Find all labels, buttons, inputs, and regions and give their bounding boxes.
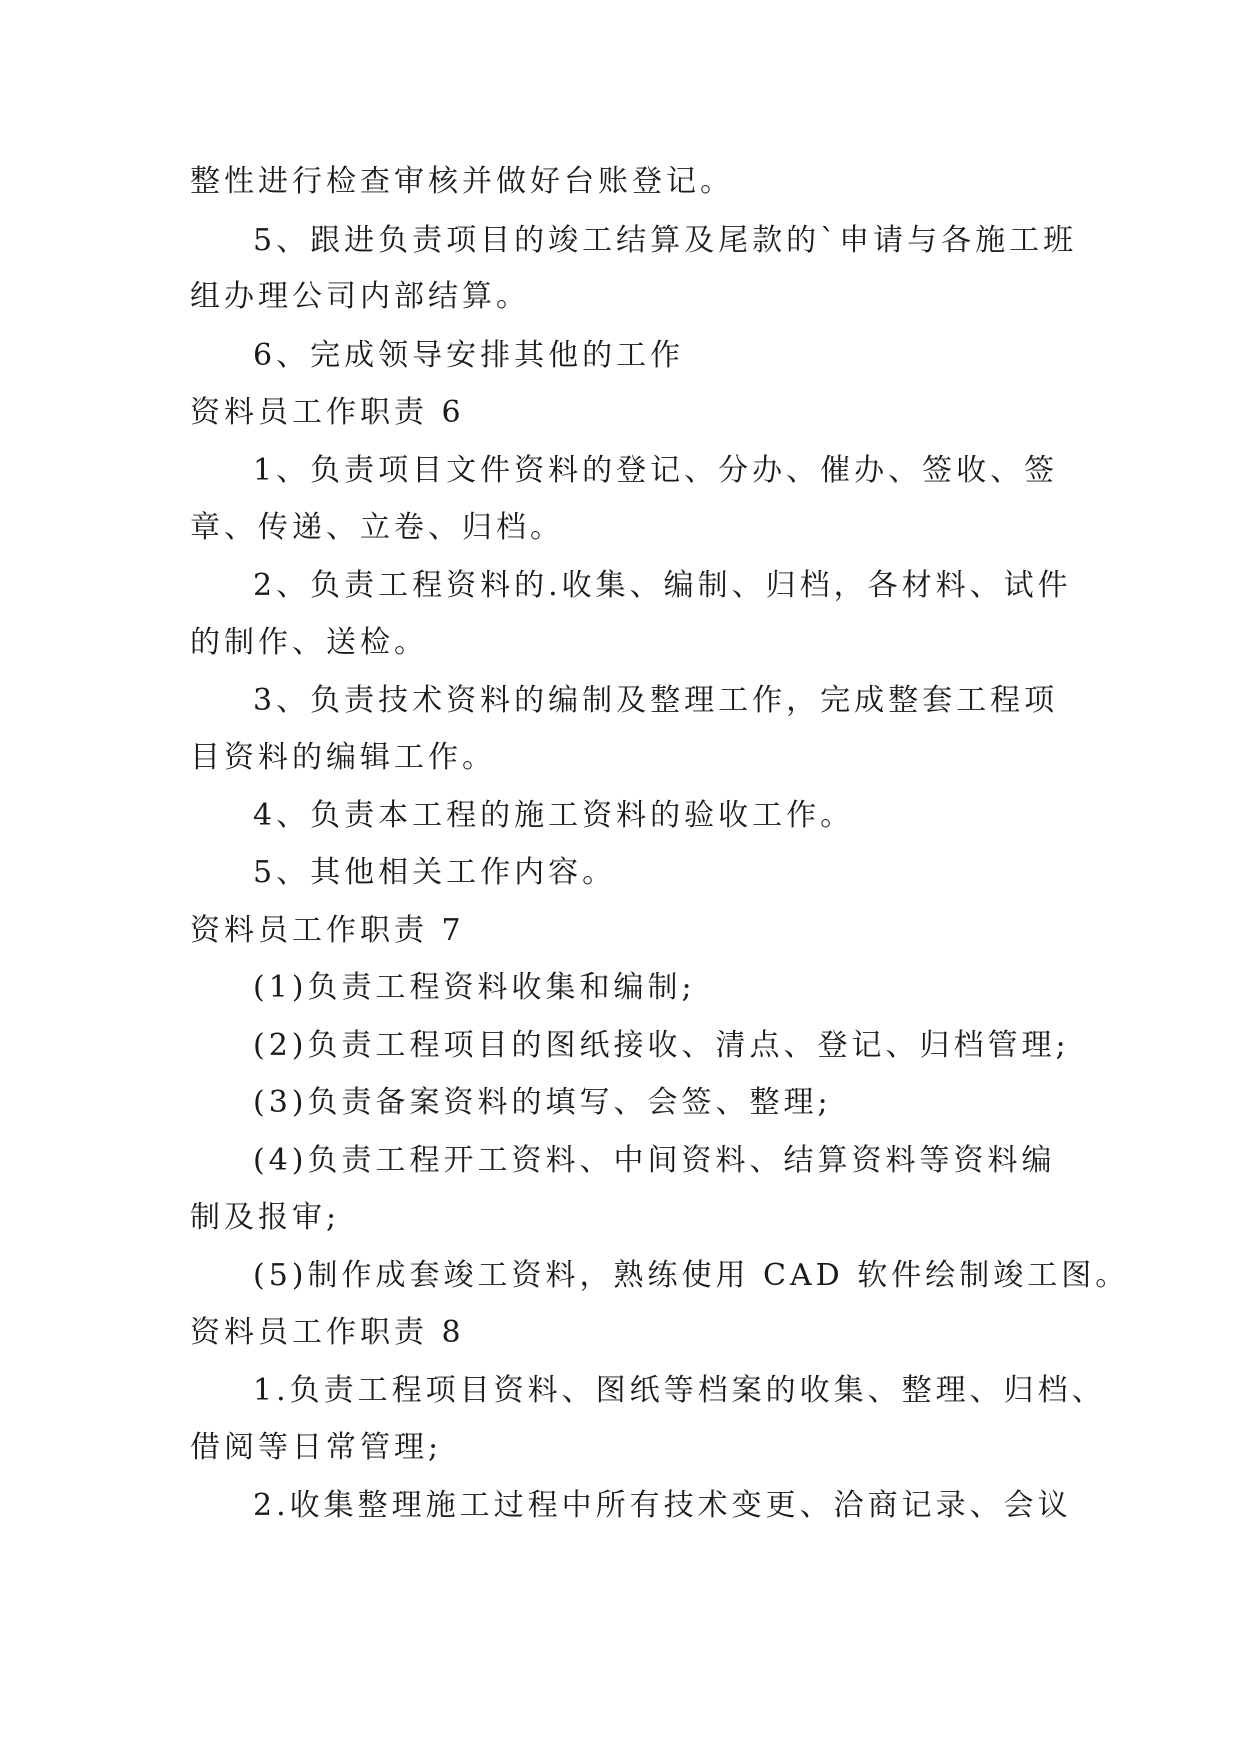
- text-line: 章、传递、立卷、归档。: [190, 510, 564, 545]
- text-line: (1)负责工程资料收集和编制;: [253, 970, 696, 1005]
- text-line: 5、跟进负责项目的竣工结算及尾款的`申请与各施工班: [253, 223, 1078, 258]
- text-line: 4、负责本工程的施工资料的验收工作。: [253, 798, 855, 833]
- text-line: 5、其他相关工作内容。: [253, 855, 617, 890]
- section-heading: 资料员工作职责 6: [190, 395, 465, 430]
- text-line: 6、完成领导安排其他的工作: [253, 338, 685, 373]
- text-line: 制及报审;: [190, 1200, 341, 1235]
- text-line: 2、负责工程资料的.收集、编制、归档，各材料、试件: [253, 568, 1072, 603]
- text-line: 2.收集整理施工过程中所有技术变更、洽商记录、会议: [253, 1488, 1072, 1523]
- text-line: 借阅等日常管理;: [190, 1430, 443, 1465]
- section-heading: 资料员工作职责 7: [190, 913, 465, 948]
- section-heading: 资料员工作职责 8: [190, 1315, 465, 1350]
- text-line: 的制作、送检。: [190, 625, 428, 660]
- text-line: (2)负责工程项目的图纸接收、清点、登记、归档管理;: [253, 1028, 1070, 1063]
- text-line: 1.负责工程项目资料、图纸等档案的收集、整理、归档、: [253, 1373, 1106, 1408]
- text-line: (4)负责工程开工资料、中间资料、结算资料等资料编: [253, 1143, 1056, 1178]
- text-line: 3、负责技术资料的编制及整理工作，完成整套工程项: [253, 683, 1059, 718]
- text-line: (5)制作成套竣工资料，熟练使用 CAD 软件绘制竣工图。: [253, 1258, 1130, 1293]
- text-line: 组办理公司内部结算。: [190, 279, 530, 314]
- text-line: 目资料的编辑工作。: [190, 740, 496, 775]
- text-line: (3)负责备案资料的填写、会签、整理;: [253, 1085, 832, 1120]
- text-line: 整性进行检查审核并做好台账登记。: [190, 164, 734, 199]
- text-line: 1、负责项目文件资料的登记、分办、催办、签收、签: [253, 453, 1059, 488]
